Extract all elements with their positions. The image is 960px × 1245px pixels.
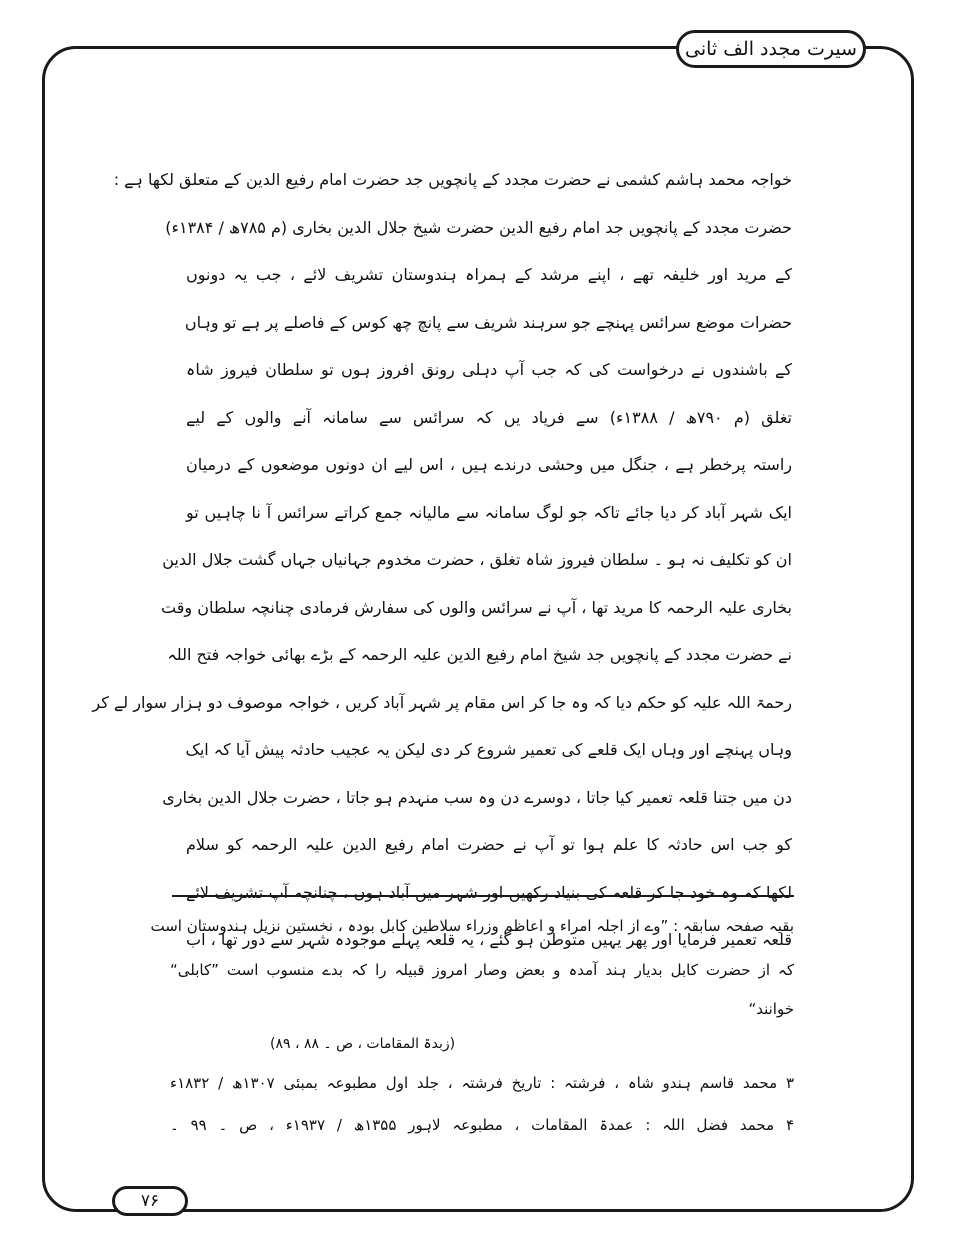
running-title: سیرت مجدد الف ثانی — [676, 30, 866, 68]
footnote-divider — [172, 895, 794, 897]
footnote-reference: (زبدۃ المقامات ، ص ۔ ۸۸ ، ۸۹) — [270, 1036, 456, 1052]
footnote-source: ۴ محمد فضل اللہ : عمدۃ المقامات ، مطبوعہ لاہور ۱۳۵۵ھ / ۱۹۳۷ء ، ص ۔ ۹۹ ۔ — [170, 1116, 795, 1134]
text-line: لکھا کہ وہ خود جا کر قلعہ کی بنیاد رکھیں اور شہر میں آباد ہوں ، چنانچہ آپ تشریف لائے — [186, 882, 792, 902]
text-line: کے باشندوں نے درخواست کی کہ جب آپ دہلی رونق افروز ہوں تو سلطان فیروز شاہ — [186, 360, 793, 379]
text-line: نے حضرت مجدد کے پانچویں جد شیخ امام رفیع الدین علیہ الرحمہ کے بڑے بھائی خواجہ فتح اللہ — [167, 645, 792, 664]
footnote-source: ۳ محمد قاسم ہندو شاہ ، فرشتہ : تاریخ فرشتہ ، جلد اول مطبوعہ بمبئی ۱۳۰۷ھ / ۱۸۳۲ء — [170, 1074, 794, 1092]
footnote-reference-row — [170, 1026, 794, 1062]
text-line: کے مرید اور خلیفہ تھے ، اپنے مرشد کے ہمراہ ہندوستان تشریف لائے ، جب یہ دونوں — [186, 265, 792, 284]
text-line: حضرت مجدد کے پانچویں جد امام رفیع الدین حضرت شیخ جلال الدین بخاری (م ۷۸۵ھ / ۱۳۸۴ء) — [165, 217, 792, 237]
footnote-continuation-line: خوانند“ — [748, 1000, 794, 1018]
footnotes — [150, 904, 795, 1146]
main-text — [92, 156, 793, 964]
text-line: دن میں جتنا قلعہ تعمیر کیا جاتا ، دوسرے دن وہ سب منہدم ہو جاتا ، حضرت جلال الدین بخاری — [162, 787, 792, 807]
text-line: رحمۃ اللہ علیہ کو حکم دیا کہ وہ جا کر اس مقام پر شہر آباد کریں ، خواجہ موصوف دو ہزار سوار لے کر — [92, 692, 792, 712]
text-line: حضرات موضع سرائس پہنچے جو سرہند شریف سے پانچ چھ کوس کے فاصلے پر ہے تو وہاں — [184, 312, 792, 332]
text-line: وہاں پہنچے اور وہاں ایک قلعے کی تعمیر شروع کر دی لیکن یہ عجیب حادثہ پیش آیا کہ ایک — [185, 740, 792, 759]
footnote-continuation-line: کہ از حضرت کابل بدیار ہند آمدہ و بعض وصار امروز قبیلہ را کہ بدے منسوب است ”کابلی“ — [170, 961, 794, 979]
text-line: کو جب اس حادثہ کا علم ہوا تو آپ نے حضرت امام رفیع الدین علیہ الرحمہ کو سلام — [186, 835, 792, 854]
text-line: راستہ پرخطر ہے ، جنگل میں وحشی درندے ہیں ، اس لیے ان دونوں موضعوں کے درمیان — [186, 455, 792, 474]
text-line: بخاری علیہ الرحمہ کا مرید تھا ، آپ نے سرائس والوں کی سفارش فرمادی چنانچہ سلطان وقت — [161, 597, 792, 617]
text-line: ان کو تکلیف نہ ہو ۔ سلطان فیروز شاہ تغلق ، حضرت مخدوم جہانیاں جہاں گشت جلال الدین — [162, 550, 792, 569]
text-line: قلعہ تعمیر فرمایا اور پھر یہیں متوطن ہو گئے ، یہ قلعہ پہلے موجودہ شہر سے دور تھا ، اب — [186, 930, 792, 949]
text-line: خواجہ محمد ہاشم کشمی نے حضرت مجدد کے پانچویں جد حضرت امام رفیع الدین کے متعلق لکھا ہے : — [113, 170, 792, 189]
text-line: ایک شہر آباد کر دیا جائے تاکہ جو لوگ سامانہ سے مالیانہ جمع کراتے سرائس آ نا چاہیں تو — [186, 502, 792, 522]
footnote-continuation-line: بقیہ صفحہ سابقہ : ”وے از اجلہ امراء و اعاظم وزراء سلاطین کابل بودہ ، نخستین نزیل ہندوستان است — [150, 917, 794, 935]
page-number: ۷۶ — [112, 1186, 188, 1216]
text-line: تغلق (م ۷۹۰ھ / ۱۳۸۸ء) سے فریاد یں کہ سرائس سے سامانہ آنے والوں کے لیے — [186, 407, 792, 427]
